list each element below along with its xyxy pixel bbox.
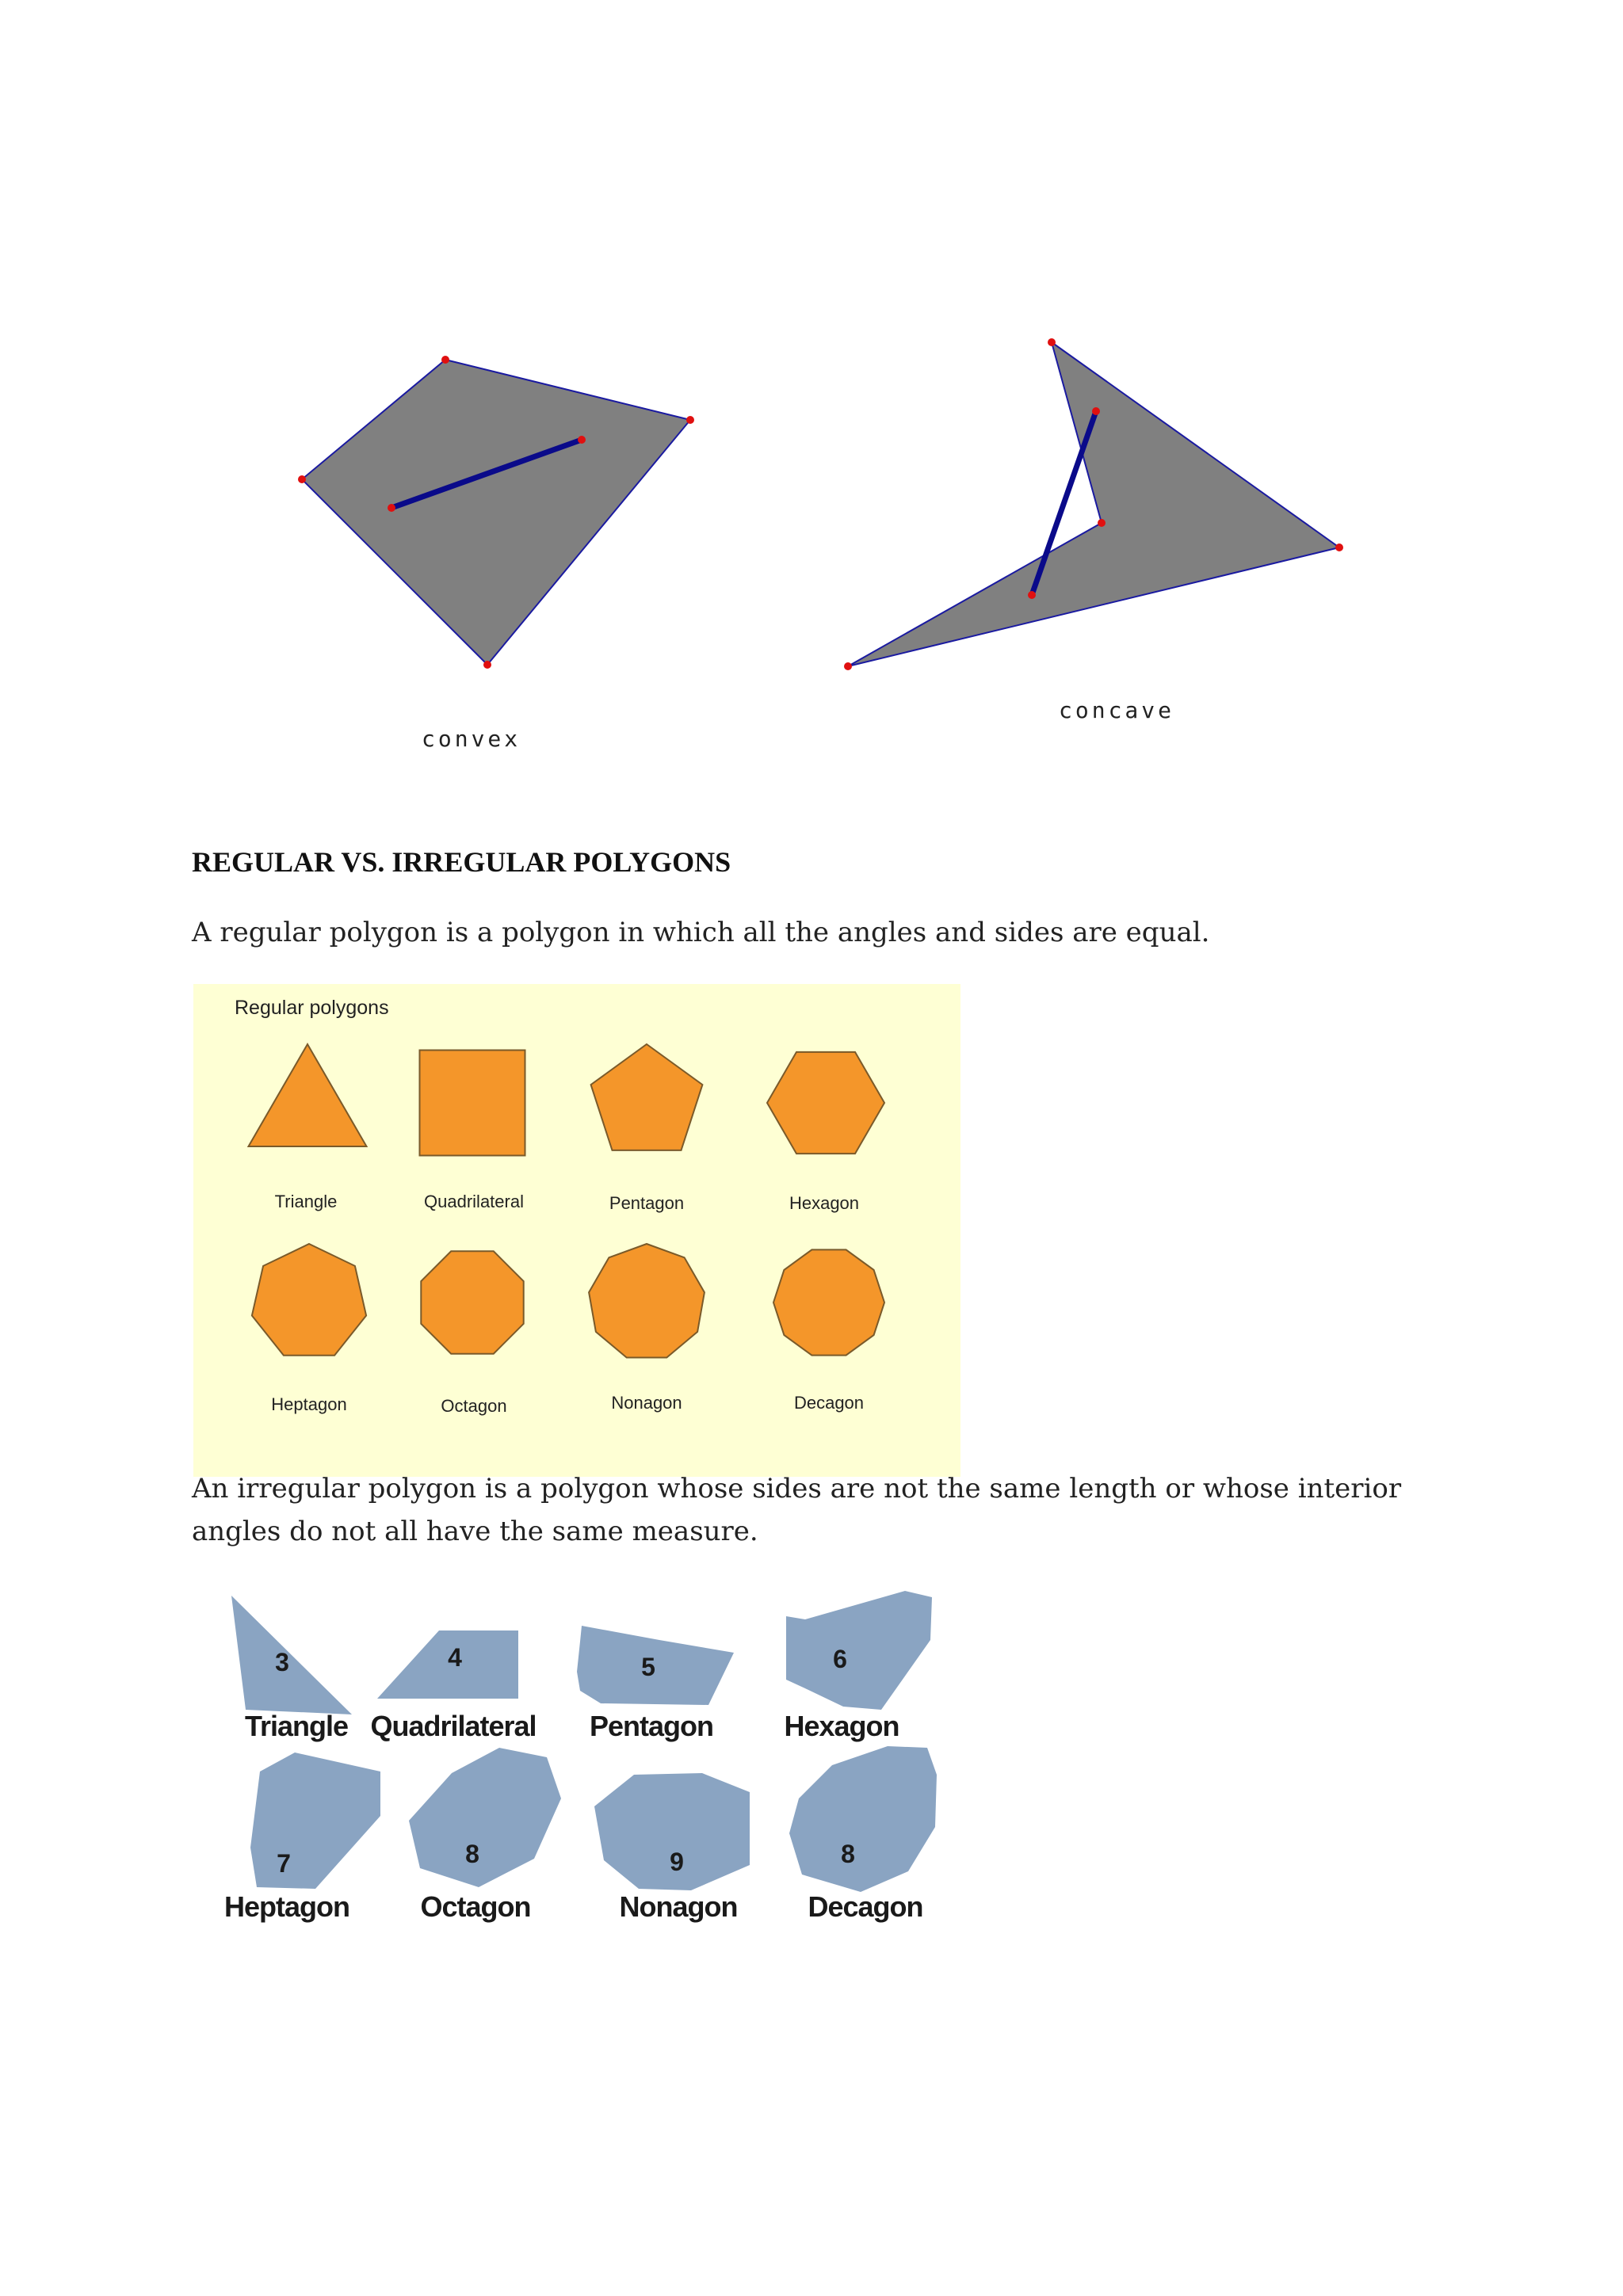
irregular-number-quadrilateral: 4 — [448, 1643, 462, 1672]
regular-triangle-shape — [249, 1044, 367, 1146]
regular-quadrilateral-shape — [420, 1051, 525, 1156]
irregular-heptagon — [250, 1753, 380, 1889]
vertex-dot — [578, 436, 586, 444]
irregular-number-octagon: 8 — [465, 1840, 479, 1868]
vertex-dot — [298, 475, 306, 483]
vertex-dot — [686, 416, 694, 424]
regular-label-heptagon: Heptagon — [271, 1394, 347, 1414]
vertex-dot — [844, 662, 852, 670]
regular-label-octagon: Octagon — [441, 1396, 507, 1416]
vertex-dot — [388, 504, 395, 512]
irregular-decagon — [789, 1746, 937, 1892]
regular-pentagon-shape — [591, 1044, 703, 1150]
convex-polygon-figure — [285, 333, 713, 713]
irregular-label-decagon: Decagon — [808, 1890, 923, 1923]
irregular-label-nonagon: Nonagon — [619, 1890, 738, 1923]
irregular-triangle — [231, 1596, 352, 1714]
regular-hexagon-shape — [767, 1052, 884, 1154]
regular-label-decagon: Decagon — [793, 1393, 865, 1413]
irregular-label-heptagon: Heptagon — [224, 1890, 349, 1923]
concave-label: concave — [1059, 697, 1175, 723]
irregular-number-heptagon: 7 — [277, 1849, 291, 1878]
irregular-label-triangle: Triangle — [244, 1710, 349, 1742]
regular-definition: A regular polygon is a polygon in which all the angles and sides are equal. — [192, 917, 1210, 948]
regular-polygons-panel — [193, 984, 960, 1477]
vertex-dot — [441, 356, 449, 364]
regular-decagon-shape — [773, 1249, 884, 1355]
regular-octagon-shape — [421, 1251, 523, 1353]
regular-panel-title: Regular polygons — [235, 997, 389, 1019]
irregular-definition: An irregular polygon is a polygon whose sides are not the same length or whose interior angles do not all have the same measure. — [192, 1473, 1402, 1547]
irregular-number-nonagon: 9 — [670, 1848, 684, 1876]
vertex-dot — [1048, 338, 1056, 346]
irregular-label-octagon: Octagon — [420, 1890, 531, 1923]
regular-label-nonagon: Nonagon — [611, 1393, 682, 1413]
vertex-dot — [1028, 591, 1036, 599]
regular-label-pentagon: Pentagon — [609, 1193, 685, 1213]
convex-polygon — [302, 360, 690, 665]
irregular-hexagon — [786, 1591, 932, 1710]
irregular-octagon — [409, 1748, 561, 1887]
regular-label-triangle: Triangle — [274, 1192, 338, 1211]
vertex-dot — [483, 661, 491, 669]
irregular-pentagon — [577, 1626, 734, 1705]
regular-label-quadrilateral: Quadrilateral — [424, 1192, 524, 1211]
irregular-number-triangle: 3 — [275, 1648, 289, 1676]
irregular-number-decagon: 8 — [841, 1840, 855, 1868]
irregular-polygons-panel — [214, 1585, 959, 1933]
irregular-number-hexagon: 6 — [833, 1645, 847, 1673]
concave-polygon-figure — [832, 333, 1403, 697]
convex-label: convex — [422, 726, 521, 752]
vertex-dot — [1335, 543, 1343, 551]
vertex-dot — [1098, 519, 1106, 527]
irregular-label-hexagon: Hexagon — [784, 1710, 899, 1742]
irregular-label-quadrilateral: Quadrilateral — [370, 1710, 537, 1742]
regular-label-hexagon: Hexagon — [789, 1193, 860, 1213]
regular-heptagon-shape — [252, 1244, 366, 1356]
regular-nonagon-shape — [589, 1244, 705, 1358]
section-heading: REGULAR VS. IRREGULAR POLYGONS — [192, 846, 731, 878]
concave-polygon — [848, 342, 1339, 666]
vertex-dot — [1092, 407, 1100, 415]
irregular-polygons-chart — [214, 1585, 959, 1933]
irregular-label-pentagon: Pentagon — [589, 1710, 714, 1742]
irregular-number-pentagon: 5 — [641, 1653, 655, 1681]
